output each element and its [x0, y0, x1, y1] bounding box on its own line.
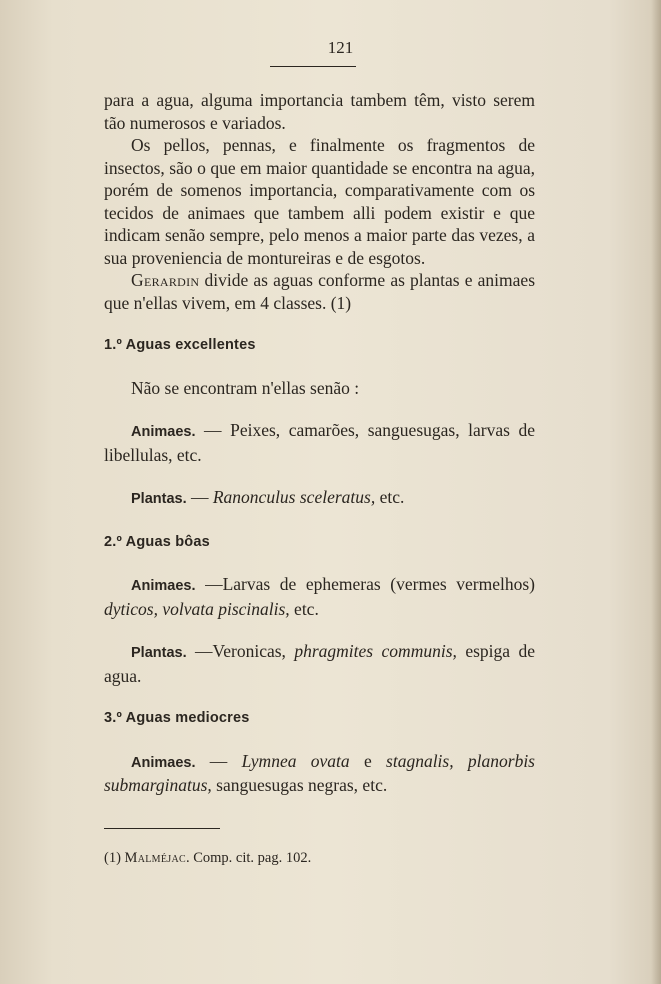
plantas-label: Plantas. [131, 491, 187, 507]
paragraph-1: para a agua, alguma importancia tambem têm, visto serem tão numerosos e variados. [104, 90, 535, 133]
plantas-end: etc. [375, 487, 405, 507]
plantas-end: espiga de agua. [104, 641, 535, 686]
footnote-marker: (1) [104, 850, 125, 866]
paragraph-3 [104, 269, 535, 314]
plantas-species: phragmites communis, [294, 641, 457, 661]
section-heading-2: 2.º Aguas bôas [104, 533, 210, 550]
author-name: Gerardin [131, 270, 200, 290]
animaes-text: — Peixes, camarões, sanguesugas, larvas de libellulas, etc. [104, 420, 535, 465]
plantas-label: Plantas. [131, 645, 187, 661]
section-2-animaes [104, 573, 535, 620]
plantas-species: Ranonculus sceleratus, [212, 487, 376, 507]
animaes-species-2: stagnalis, planorbis submarginatus, [104, 750, 535, 795]
animaes-dash: — [195, 750, 242, 771]
animaes-text: —Larvas de ephemeras (vermes vermelhos) [195, 574, 535, 594]
footnote [104, 849, 311, 867]
animaes-label: Animaes. [131, 754, 196, 771]
animaes-label: Animaes. [131, 578, 196, 594]
section-2-plantas [104, 640, 535, 687]
section-1-plantas [104, 486, 535, 511]
animaes-species: Lymnea ovata [241, 750, 350, 771]
paragraph-3-text: divide as aguas conforme as plantas e animaes que n'ellas vivem, em 4 classes. (1) [104, 270, 535, 313]
animaes-end: sanguesugas negras, etc. [211, 775, 388, 795]
animaes-conj: e [349, 750, 387, 771]
animaes-species: dyticos, volvata piscinalis, [104, 598, 290, 619]
footnote-text: . Comp. cit. pag. 102. [185, 850, 312, 866]
header-rule [270, 66, 356, 67]
animaes-label: Animaes. [131, 424, 196, 440]
section-1-animaes [104, 419, 535, 466]
plantas-dash: — [186, 487, 213, 507]
section-heading-3: 3.º Aguas mediocres [104, 710, 250, 726]
section-1-intro: Não se encontram n'ellas senão : [131, 377, 360, 398]
plantas-text: —Veronicas, [186, 641, 295, 661]
section-heading-1: 1.º Aguas excellentes [104, 337, 256, 353]
section-3-animaes [104, 750, 535, 797]
animaes-end: etc. [289, 598, 319, 619]
footnote-author: Malméjac [124, 850, 186, 866]
paragraph-2: Os pellos, pennas, e finalmente os fragmentos de insectos, são o que em maior quantidade se encontra na agua, porém de somenos importancia, comparativamente com os tecidos de animaes que tambem alli podem existir e que indicam senão sempre, pelo menos a maior parte das vezes, a sua proveniencia de montureiras e de esgotos. [104, 135, 535, 268]
page-number: 121 [327, 38, 354, 57]
footnote-rule [104, 828, 220, 829]
body-text [104, 89, 535, 797]
page-edge-shadow [651, 0, 661, 984]
